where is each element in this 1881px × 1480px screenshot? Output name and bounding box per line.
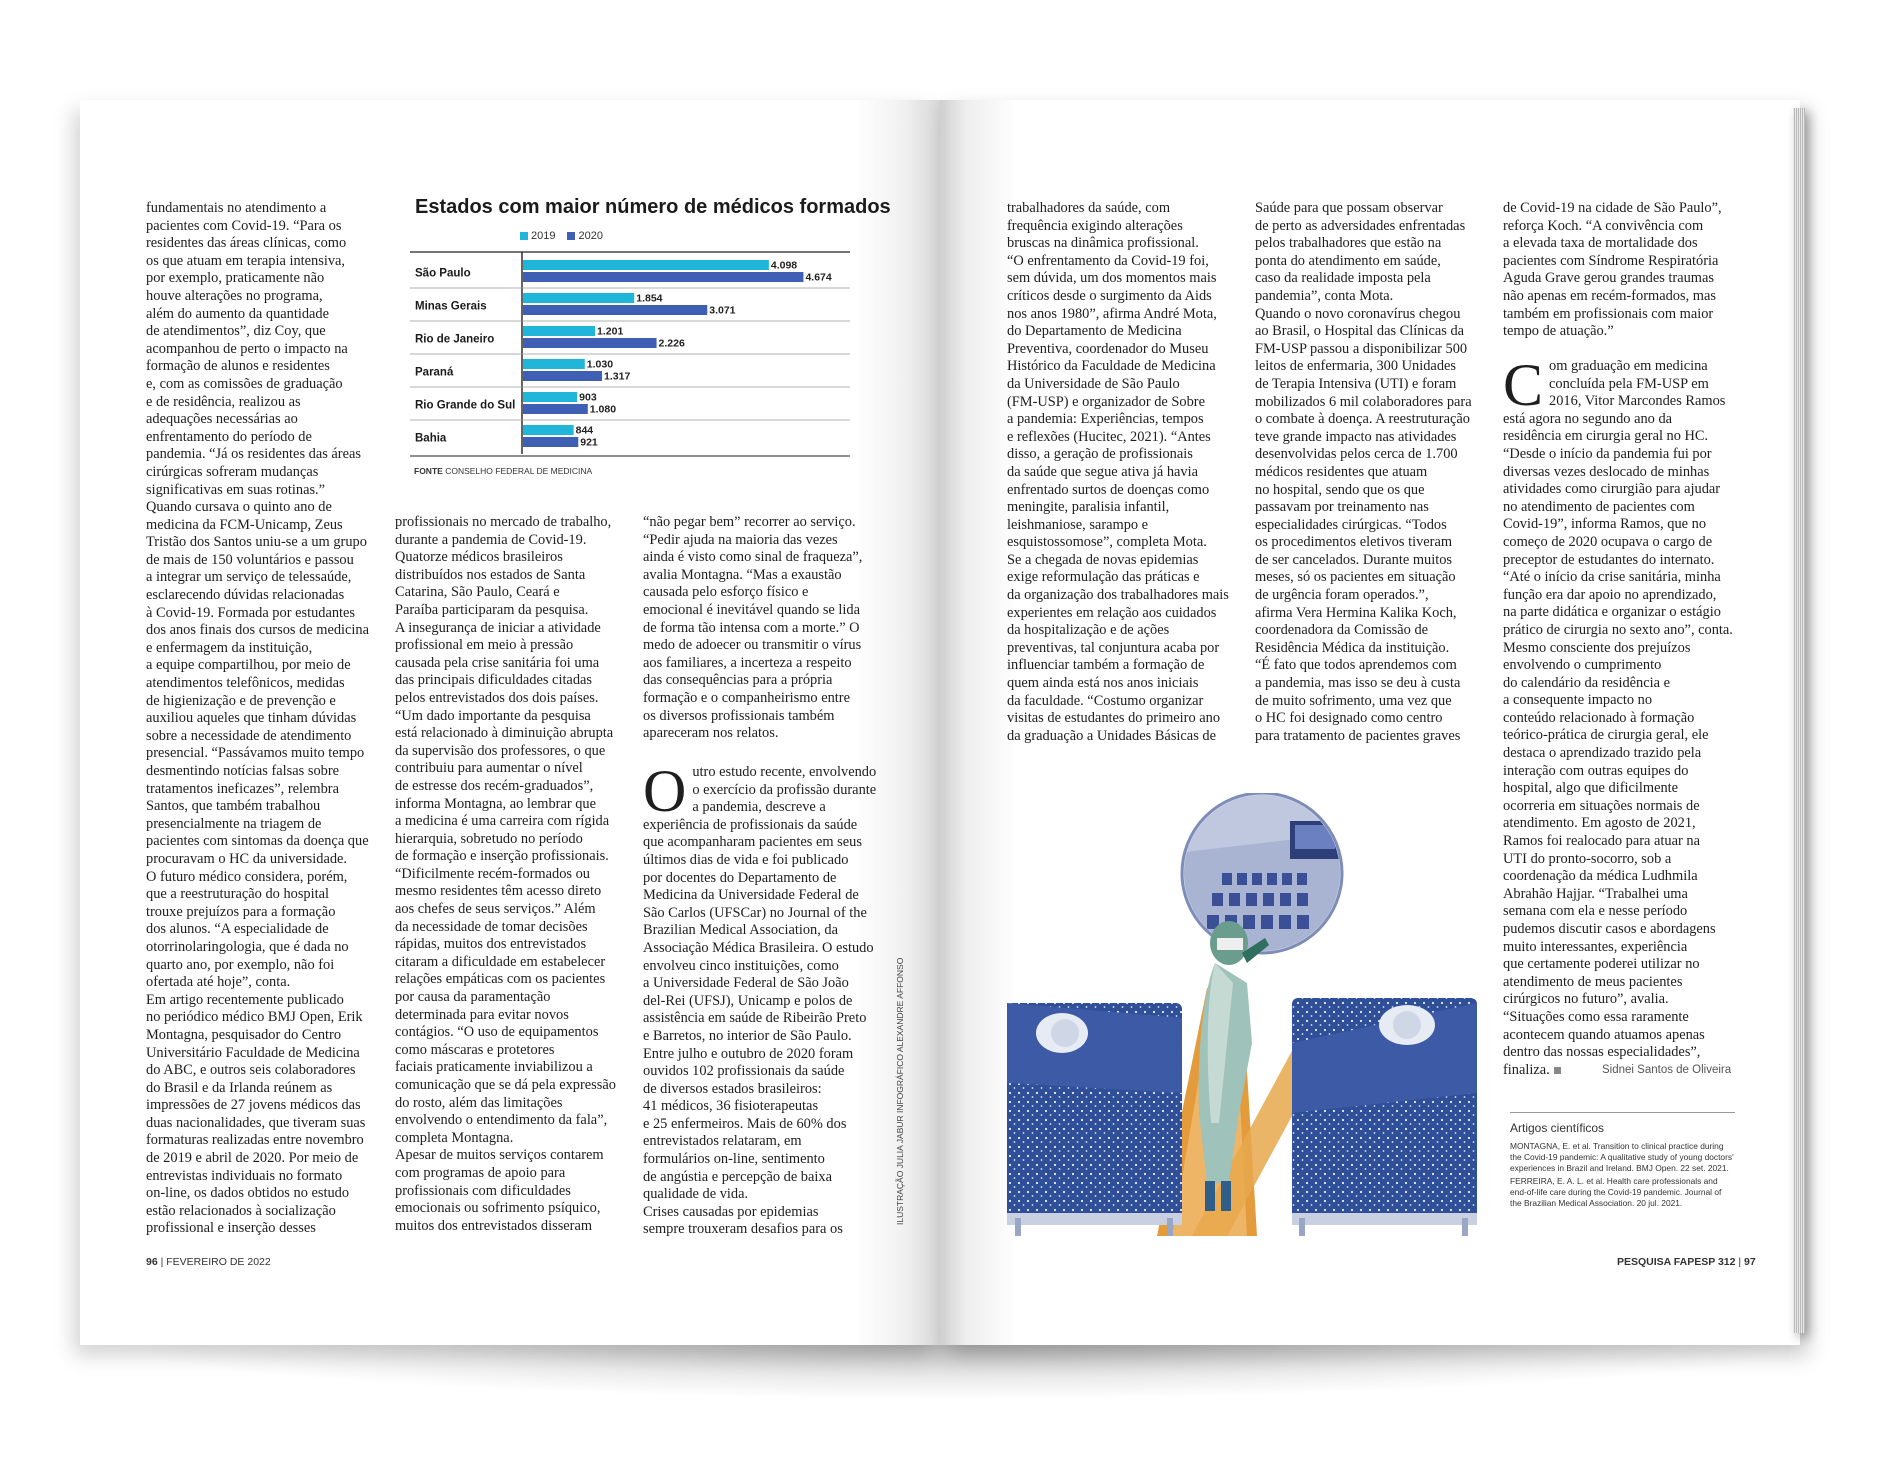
page-edge xyxy=(1793,108,1805,1333)
right-page-number: 97 xyxy=(1744,1256,1756,1268)
left-column-3b xyxy=(643,758,883,1239)
chart-legend xyxy=(520,230,603,242)
chart-source-label: FONTE xyxy=(414,466,443,476)
window-scene xyxy=(1177,793,1347,963)
left-folio: 96 | FEVEREIRO DE 2022 xyxy=(146,1256,271,1268)
right-folio-magazine: PESQUISA FAPESP 312 xyxy=(1617,1256,1736,1268)
end-mark xyxy=(1554,1067,1561,1074)
dropcap-c: C xyxy=(1503,352,1544,418)
chart-source xyxy=(414,466,592,476)
legend-label-2019: 2019 xyxy=(531,230,556,242)
category-label: Minas Gerais xyxy=(415,300,487,313)
bar-value-label: 1.201 xyxy=(597,325,624,338)
left-folio-date: FEVEREIRO DE 2022 xyxy=(166,1256,271,1268)
left-column-3b-text: utro estudo recente, envolvendo o exercício da profissão durante a pandemia, descreve a experiência de profissionais da saúde que acompanharam pacientes em seus últimos dias de vida e foi publicado por docentes do Departamento de Medicina da Universidade Federal de São Carlos (UFSCar) no Journal of the Brazilian Medical Association, da Associação Médica Brasileira. O estudo envolveu cinco instituições, como a Universidade Federal de São João del-Rei (UFSJ), Unicamp e polos de assistência em saúde de Ribeirão Preto e Barretos, no interior de São Paulo. Entre julho e outubro de 2020 foram ouvidos 102 profissionais da saúde de diversos estados brasileiros: 41 médicos, 36 fisioterapeutas e 25 enfermeiros. Mais de 60% dos entrevistados relataram, em formulários on-line, sentimento de angústia e percepção de baixa qualidade de vida. Crises causadas por epidemias sempre trouxeram desafios para os xyxy=(643,764,877,1238)
right-column-2: Saúde para que possam observar de perto as adversidades enfrentadas pelos trabalhadores que estão na ponta do atendimento em saúde, caso da realidade imposta pela pandemia”, conta Mota. Quando o novo coronavírus chegou ao Brasil, o Hospital das Clínicas da FM-USP passou a disponibilizar 500 leitos de enfermaria, 300 Unidades de Terapia Intensiva (UTI) e foram mobilizados 6 mil colaboradores para o combate à doença. A reestruturação teve grande impacto nas atividades desenvolvidas pelos cerca de 1.700 médicos residentes que atuam no hospital, sendo que os que passavam por treinamento nas especialidades cirúrgicas. “Todos os procedimentos eletivos tiveram de ser cancelados. Durante muitos meses, só os pacientes em situação de urgência foram operados.”, afirma Vera Hermina Kalika Koch, coordenadora da Comissão de Residência Médica da instituição. “É fato que todos aprendemos com a pandemia, mas isso se deu à custa de muito sofrimento, uma vez que o HC foi designado como centro para tratamento de pacientes graves xyxy=(1255,200,1472,744)
bar-2019 xyxy=(523,359,585,369)
illustration-credit: ILUSTRAÇÃO JULIA JABUR INFOGRÁFICO ALEXANDRE AFFONSO xyxy=(895,957,905,1225)
chart-source-text: CONSELHO FEDERAL DE MEDICINA xyxy=(445,466,593,476)
chart-title: Estados com maior número de médicos formados xyxy=(415,196,891,218)
bar-value-label: 921 xyxy=(580,436,598,449)
left-column-3a: “não pegar bem” recorrer ao serviço. “Pedir ajuda na maioria das vezes ainda é visto como sinal de fraqueza”, avalia Montagna. “Mas a exaustão causada pelo esforço físico e emocional é inevitável quando se lida de forma tão intensa com a morte.” O medo de adoecer ou transmitir o vírus aos familiares, a incerteza a respeito das consequências para a própria formação e o companheirismo entre os diversos profissionais também apareceram nos relatos. xyxy=(643,514,863,742)
bar-2020 xyxy=(523,371,602,381)
category-label: Bahia xyxy=(415,432,447,445)
category-label: Rio Grande do Sul xyxy=(415,399,516,412)
bar-value-label: 1.854 xyxy=(636,292,663,305)
bar-2020 xyxy=(523,272,803,282)
bar-value-label: 3.071 xyxy=(709,304,736,317)
bar-value-label: 1.030 xyxy=(586,358,614,371)
dropcap-o: O xyxy=(643,758,687,824)
right-column-3b xyxy=(1503,352,1743,1079)
legend-swatch-2020 xyxy=(567,232,575,240)
bar-2020 xyxy=(523,338,657,348)
bed-right xyxy=(1292,998,1477,1236)
bar-2020 xyxy=(523,305,707,315)
bar-2020 xyxy=(523,437,578,447)
legend-item-2019 xyxy=(520,230,555,242)
bar-value-label: 2.226 xyxy=(658,337,685,350)
bar-value-label: 844 xyxy=(575,424,594,437)
reference-1: MONTAGNA, E. et al. Transition to clinical practice during the Covid-19 pandemic: A qualitative study of young doctors' experiences in Brazil and Ireland. BMJ Open. 22 set. 2021. xyxy=(1510,1141,1734,1173)
left-page-number: 96 xyxy=(146,1256,158,1268)
legend-item-2020 xyxy=(567,230,602,242)
right-column-3a: de Covid-19 na cidade de São Paulo”, reforça Koch. “A convivência com a elevada taxa de mortalidade dos pacientes com Síndrome Respiratória Aguda Grave gerou grandes traumas não apenas em recém-formados, mas também em profissionais com maior tempo de atuação.” xyxy=(1503,200,1722,340)
bar-value-label: 1.317 xyxy=(604,370,631,383)
category-label: Rio de Janeiro xyxy=(415,333,495,346)
category-label: São Paulo xyxy=(415,267,471,280)
bar-value-label: 1.080 xyxy=(589,403,617,416)
bar-2019 xyxy=(523,260,769,270)
right-folio: PESQUISA FAPESP 312 | 97 xyxy=(1617,1256,1756,1268)
references-title: Artigos científicos xyxy=(1510,1121,1605,1135)
bed-left xyxy=(1007,1003,1182,1236)
references-box xyxy=(1510,1112,1735,1211)
bar-2019 xyxy=(523,425,574,435)
right-column-3b-text: om graduação em medicina concluída pela FM-USP em 2016, Vitor Marcondes Ramos está agora no segundo ano da residência em cirurgia geral no HC. “Desde o início da pandemia fui por diversas vezes deslocado de minhas atividades como cirurgião para ajudar no atendimento de pacientes com Covid-19”, informa Ramos, que no começo de 2020 ocupava o cargo de preceptor de estudantes do internato. “Até o início da crise sanitária, minha função era dar apoio no aprendizado, na parte didática e organizar o estágio prático de cirurgia no sexto ano”, conta. Mesmo consciente dos prejuízos envolvendo o cumprimento do calendário da residência e a consequente impacto no conteúdo relacionado à formação teórico-prática de cirurgia geral, ele destaca o aprendizado trazido pela interação com outras equipes do hospital, algo que dificilmente ocorreria em situações normais de atendimento. Em agosto de 2021, Ramos foi realocado para atuar na UTI do pronto-socorro, sob a coordenação da médica Ludhmila Abrahão Hajjar. “Trabalhei uma semana com ela e nesse período pudemos discutir casos e abordagens muito interessantes, experiência que certamente poderei utilizar no atendimento de meus pacientes cirúrgicos no futuro”, avalia. “Situações como essa raramente acontecem quando atuamos apenas dentro das nossas especialidades”, finaliza. xyxy=(1503,358,1733,1078)
bar-2019 xyxy=(523,326,595,336)
bar-value-label: 4.674 xyxy=(805,271,832,284)
bar-2020 xyxy=(523,404,588,414)
left-column-1: fundamentais no atendimento a pacientes com Covid-19. “Para os residentes das áreas clínicas, como os que atuam em terapia intensiva, por exemplo, praticamente não houve alterações no programa, além do aumento da quantidade de atendimentos”, diz Coy, que acompanhou de perto o impacto na formação de alunos e residentes e, com as comissões de graduação e de residência, realizou as adequações necessárias ao enfrentamento do período de pandemia. “Já os residentes das áreas cirúrgicas sofreram mudanças significativas em suas rotinas.” Quando cursava o quinto ano de medicina da FCM-Unicamp, Zeus Tristão dos Santos uniu-se a um grupo de mais de 150 voluntários e passou a integrar um serviço de telessaúde, esclarecendo dúvidas relacionadas à Covid-19. Formada por estudantes dos anos finais dos cursos de medicina e enfermagem da instituição, a equipe compartilhou, por meio de atendimentos telefônicos, medidas de higienização e de prevenção e auxiliou aqueles que tinham dúvidas sobre a necessidade de atendimento presencial. “Passávamos muito tempo desmentindo notícias falsas sobre tratamentos ineficazes”, relembra Santos, que também trabalhou presencialmente na triagem de pacientes com sintomas da doença que procuravam o HC da universidade. O futuro médico considera, porém, que a reestruturação do hospital trouxe prejuízos para a formação dos alunos. “A especialidade de otorrinolaringologia, que é dada no quarto ano, por exemplo, não foi ofertada até hoje”, conta. Em artigo recentemente publicado no periódico médico BMJ Open, Erik Montagna, pesquisador do Centro Universitário Faculdade de Medicina do ABC, e outros seis colaboradores do Brasil e da Irlanda reúnem as impressões de 27 jovens médicos das duas nacionalidades, que tiveram suas formaturas realizadas entre novembro de 2019 e abril de 2020. Por meio de entrevistas individuais no formato on-line, os dados obtidos no estudo estão relacionados à socialização profissional e inserção desses xyxy=(146,200,370,1237)
legend-label-2020: 2020 xyxy=(578,230,603,242)
bar-2019 xyxy=(523,392,577,402)
bar-chart xyxy=(410,250,850,458)
hospital-illustration xyxy=(1007,793,1477,1236)
left-column-2: profissionais no mercado de trabalho, durante a pandemia de Covid-19. Quatorze médicos brasileiros distribuídos nos estados de Santa Catarina, São Paulo, Ceará e Paraíba participaram da pesquisa. A insegurança de iniciar a atividade profissional em meio à pressão causada pela crise sanitária foi uma das principais dificuldades citadas pelos entrevistados dos dois países. “Um dado importante da pesquisa está relacionado à diminuição abrupta da supervisão dos professores, o que contribuiu para aumentar o nível de estresse dos recém-graduados”, informa Montagna, ao lembrar que a medicina é uma carreira com rígida hierarquia, sobretudo no período de formação e inserção profissionais. “Dificilmente recém-formados ou mesmo residentes têm acesso direto aos chefes de seus serviços.” Além da necessidade de tomar decisões rápidas, muitos dos entrevistados citaram a dificuldade em estabelecer relações empáticas com os pacientes por causa da paramentação determinada para evitar novos contágios. “O uso de equipamentos como máscaras e protetores faciais praticamente inviabilizou a comunicação que se dá pela expressão do rosto, além das limitações envolvendo o entendimento da fala”, completa Montagna. Apesar de muitos serviços contarem com programas de apoio para profissionais com dificuldades emocionais ou sofrimento psíquico, muitos dos entrevistados disseram xyxy=(395,514,616,1234)
category-label: Paraná xyxy=(415,366,454,379)
right-column-1: trabalhadores da saúde, com frequência exigindo alterações bruscas na dinâmica profissional. “O enfrentamento da Covid-19 foi, sem dúvida, um dos momentos mais críticos desde o surgimento da Aids nos anos 1980”, afirma André Mota, do Departamento de Medicina Preventiva, coordenador do Museu Histórico da Faculdade de Medicina da Universidade de São Paulo (FM-USP) e organizador de Sobre a pandemia: Experiências, tempos e reflexões (Hucitec, 2021). “Antes disso, a geração de profissionais da saúde que segue ativa já havia enfrentado surtos de doenças como meningite, paralisia infantil, leishmaniose, sarampo e esquistossomose”, completa Mota. Se a chegada de novas epidemias exige reformulação das práticas e da organização dos trabalhadores mais experientes em relação aos cuidados da hospitalização e de ações preventivas, tal conjuntura acaba por influenciar também a formação de quem ainda está nos anos iniciais da faculdade. “Costumo organizar visitas de estudantes do primeiro ano da graduação a Unidades Básicas de xyxy=(1007,200,1229,744)
bar-value-label: 903 xyxy=(579,391,597,404)
article-author: Sidnei Santos de Oliveira xyxy=(1602,1064,1732,1076)
legend-swatch-2019 xyxy=(520,232,528,240)
reference-2: FERREIRA, E. A. L. et al. Health care professionals and end-of-life care during the Covid-19 pandemic. Journal of the Brazilian Medical Association. 20 jul. 2021. xyxy=(1510,1176,1722,1208)
bar-value-label: 4.098 xyxy=(770,259,798,272)
bar-2019 xyxy=(523,293,634,303)
